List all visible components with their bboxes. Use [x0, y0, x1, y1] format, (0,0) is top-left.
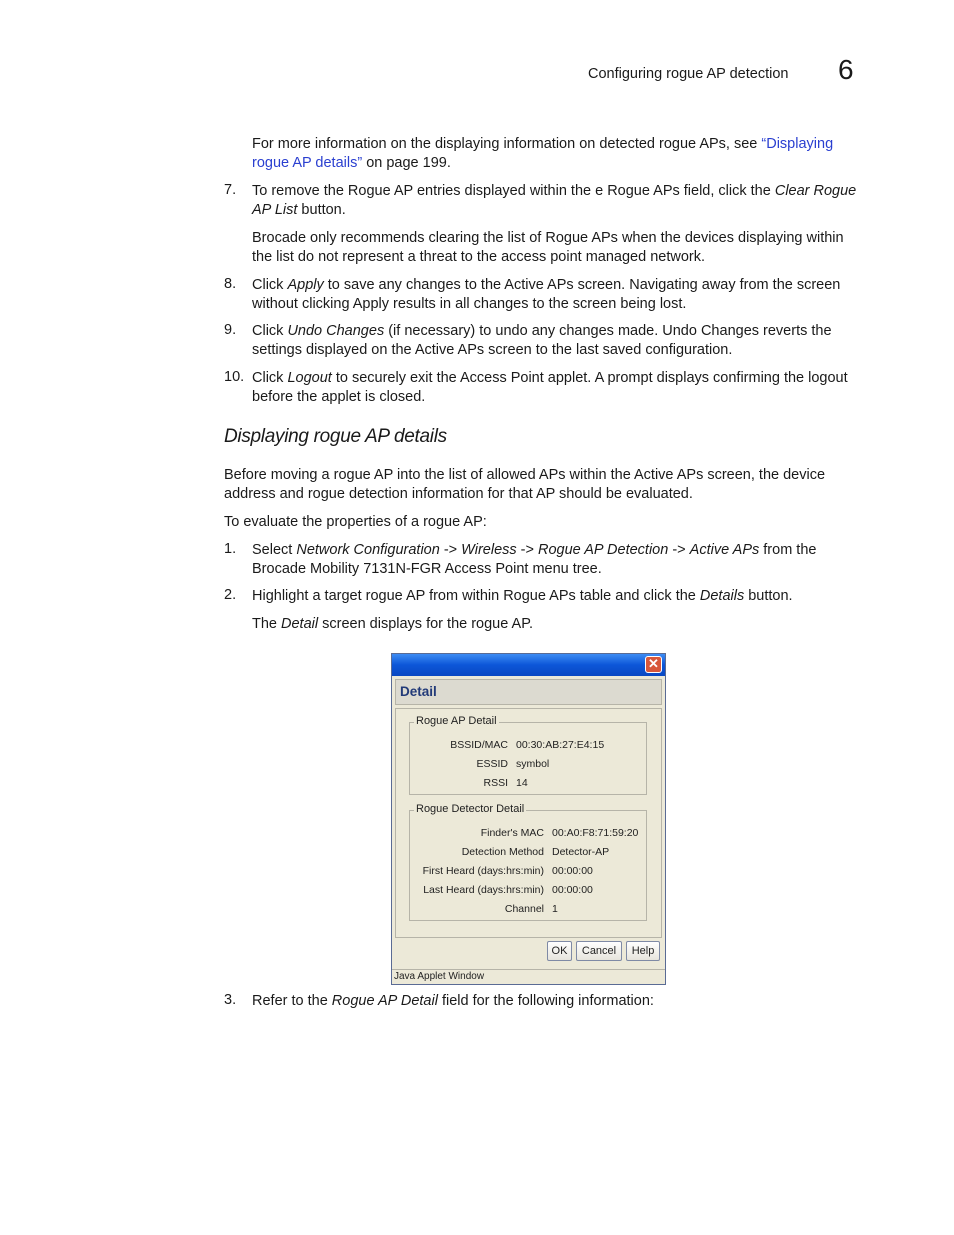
ok-button[interactable]: OK [547, 941, 572, 961]
dialog-titlebar [392, 654, 665, 676]
step-number: 2. [224, 587, 237, 603]
step-number: 3. [224, 992, 237, 1008]
step-number: 7. [224, 182, 237, 198]
step-text: Click Undo Changes (if necessary) to undo any changes made. Undo Changes reverts the settings displayed on the Active APs screen to the last saved configuration. [252, 323, 832, 358]
section-paragraph: Before moving a rogue AP into the list of allowed APs within the Active APs screen, the device address and rogue detection information for that AP should be evaluated. [224, 467, 826, 502]
step-text: Highlight a target rogue AP from within Rogue APs table and click the Details button. [252, 588, 793, 604]
detail-dialog [391, 653, 666, 985]
cancel-button[interactable]: Cancel [576, 941, 622, 961]
displaying-rogue-ap-link[interactable]: “Displaying [761, 136, 834, 152]
step-number: 1. [224, 541, 237, 557]
field-label: First Heard (days:hrs:min) [422, 865, 544, 877]
dialog-header [395, 679, 662, 705]
java-applet-status: Java Applet Window [392, 969, 665, 984]
field-label: BSSID/MAC [450, 739, 508, 751]
step-number: 9. [224, 322, 237, 338]
field-label: RSSI [483, 777, 508, 789]
field-value: 00:30:AB:27:E4:15 [516, 739, 605, 751]
section-heading: Displaying rogue AP details [224, 426, 447, 447]
step-text: Select Network Configuration -> Wireless -> Rogue AP Detection -> Active APs from the Brocade Mobility 7131N-FGR Access Point menu tree. [252, 542, 817, 577]
field-value: 00:A0:F8:71:59:20 [552, 827, 639, 839]
field-value: symbol [516, 758, 550, 770]
step-text: Refer to the Rogue AP Detail field for the following information: [252, 993, 654, 1009]
field-label: Channel [504, 903, 544, 915]
close-icon[interactable]: ✕ [645, 656, 662, 673]
field-value: Detector-AP [552, 846, 610, 858]
field-value: 00:00:00 [552, 865, 593, 877]
step-note: Brocade only recommends clearing the list of Rogue APs when the devices displaying within the list do not represent a threat to the access point managed network. [252, 230, 844, 265]
step-text: Click Apply to save any changes to the Active APs screen. Navigating away from the screen without clicking Apply results in all changes to the screen being lost. [252, 277, 841, 312]
rogue-ap-detail-group [409, 715, 647, 795]
section-header-title: Configuring rogue AP detection [588, 66, 789, 82]
step-number: 10. [224, 369, 245, 385]
field-value: 14 [516, 777, 528, 789]
rogue-detector-detail-group [409, 803, 647, 921]
group-title: Rogue Detector Detail [416, 803, 525, 815]
step-text: To remove the Rogue AP entries displayed within the e Rogue APs field, click the Clear Rogue AP List button. [252, 183, 857, 218]
field-label: Finder's MAC [480, 827, 544, 839]
step-text: Click Logout to securely exit the Access Point applet. A prompt displays confirming the logout before the applet is closed. [252, 370, 848, 405]
field-value: 00:00:00 [552, 884, 593, 896]
displaying-rogue-ap-link-cont[interactable]: rogue AP details” [252, 154, 363, 171]
field-label: Detection Method [461, 846, 544, 858]
help-button[interactable]: Help [626, 941, 660, 961]
intro-paragraph: For more information on the displaying information on detected rogue APs, see “Displaying rogue AP details” on page 199. [252, 136, 834, 171]
chapter-number: 6 [838, 54, 854, 85]
group-title: Rogue AP Detail [416, 715, 497, 727]
field-label: ESSID [476, 758, 508, 770]
section-paragraph: To evaluate the properties of a rogue AP: [224, 514, 487, 530]
dialog-title: Detail [400, 684, 437, 699]
field-value: 1 [552, 903, 558, 915]
step-note: The Detail screen displays for the rogue AP. [252, 616, 534, 632]
step-number: 8. [224, 276, 237, 292]
field-label: Last Heard (days:hrs:min) [423, 884, 544, 896]
